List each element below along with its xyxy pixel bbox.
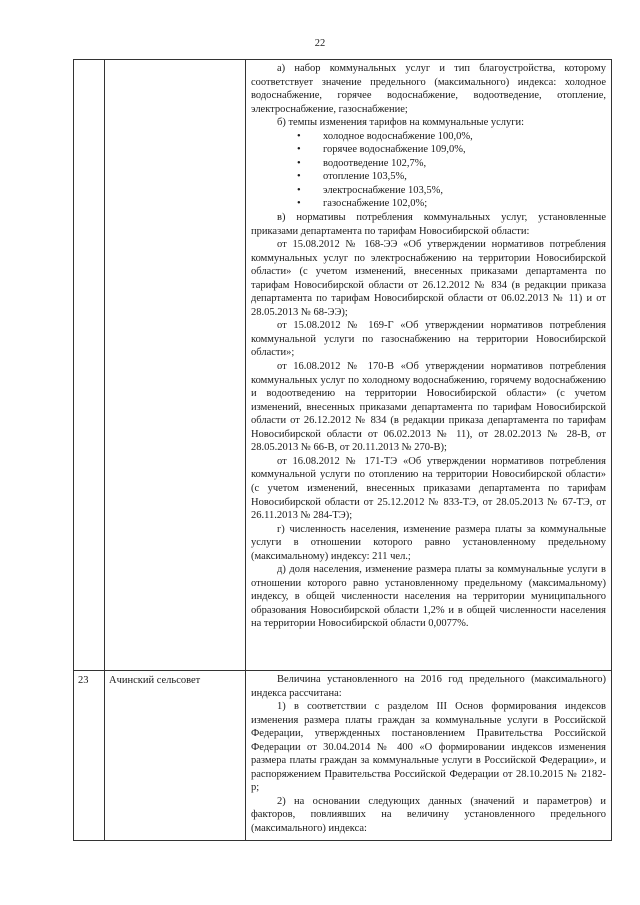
paragraph-d: д) доля населения, изменение размера платы за коммунальные услуги в отношении которого равно установленному предельному (максимальному) индексу, в общей численности населения на территории муниципального образования Новосибирской области 1,2% и в общей численности населения на территории Новосибирской области 0,0077%. — [251, 564, 606, 630]
municipality-name: Ачинский сельсовет — [109, 675, 201, 686]
document-table — [73, 59, 612, 841]
index-item-2: 2) на основании следующих данных (значений и параметров) и факторов, повлиявших на величину установленного предельного (максимального) индекса: — [251, 795, 606, 835]
row-number-cell — [74, 671, 105, 841]
tariff-list — [251, 130, 606, 211]
table-row — [74, 60, 612, 671]
list-item: • отопление 103,5%, — [251, 170, 606, 184]
index-intro: Величина установленного на 2016 год предельного (максимального) индекса рассчитана: — [251, 674, 606, 699]
paragraph-b: б) темпы изменения тарифов на коммунальные услуги: — [277, 117, 525, 129]
list-item: • горячее водоснабжение 109,0%, — [251, 143, 606, 157]
list-item: • электроснабжение 103,5%, — [251, 184, 606, 198]
row-number: 23 — [78, 675, 89, 686]
description-cell — [246, 671, 612, 841]
list-item: • холодное водоснабжение 100,0%, — [251, 130, 606, 144]
list-item: • газоснабжение 102,0%; — [251, 197, 606, 211]
order-water: от 16.08.2012 № 170-В «Об утверждении нормативов потребления коммунальных услуг по холодному водоснабжению, горячему водоснабжению и водоотведению на территории Новосибирской области» (с учетом изменений, внесенных приказами департамента по тарифам Новосибирской области от 26.12.2012 № 834 (в редакции приказа департамента по тарифам Новосибирской области от 06.02.2013 № 11), от 28.02.2013 № 28-В, от 28.05.2013 № 66-В, от 20.11.2013 № 270-В); — [251, 361, 606, 454]
paragraph-a: а) набор коммунальных услуг и тип благоустройства, которому соответствует значение предельного (максимального) индекса: холодное водоснабжение, горячее водоснабжение, водоотведение, отопление, электроснабжение, газоснабжение; — [251, 63, 606, 115]
order-electricity: от 15.08.2012 № 168-ЭЭ «Об утверждении нормативов потребления коммунальных услуг по электроснабжению на территории Новосибирской области» (с учетом изменений, внесенных приказами департамента по тарифам Новосибирской области от 26.12.2012 № 834 (в редакции приказа департамента по тарифам Новосибирской области от 06.02.2013 № 11) и от 28.05.2013 № 68-ЭЭ); — [251, 239, 606, 318]
page-number: 22 — [314, 38, 326, 49]
order-heating: от 16.08.2012 № 171-ТЭ «Об утверждении нормативов потребления коммунальной услуги по отоплению на территории Новосибирской области» (с учетом изменений, внесенных приказами департамента по тарифам Новосибирской области от 25.12.2012 № 833-ТЭ, от 28.05.2013 № 67-ТЭ, от 26.11.2013 № 284-ТЭ); — [251, 455, 606, 522]
list-item: • водоотведение 102,7%, — [251, 157, 606, 171]
order-gas: от 15.08.2012 № 169-Г «Об утверждении нормативов потребления коммунальной услуги по газоснабжению на территории Новосибирской области»; — [251, 320, 606, 359]
index-item-1: 1) в соответствии с разделом III Основ формирования индексов изменения размера платы граждан за коммунальные услуги в Российской Федерации, утвержденных постановлением Правительства Российской Федерации от 30.04.2014 № 400 «О формировании индексов изменения размера платы граждан за коммунальные услуги в Российской Федерации», и распоряжением Правительства Российской Федерации от 28.10.2015 № 2182-р; — [251, 701, 606, 794]
table-row — [74, 671, 612, 841]
municipality-name-cell — [105, 60, 246, 671]
description-cell — [246, 60, 612, 671]
municipality-name-cell — [105, 671, 246, 841]
paragraph-v: в) нормативы потребления коммунальных услуг, установленные приказами департамента по тарифам Новосибирской области: — [251, 212, 606, 237]
row-number-cell — [74, 60, 105, 671]
paragraph-g: г) численность населения, изменение размера платы за коммунальные услуги в отношении которого равно установленному предельному (максимальному) индексу: 211 чел.; — [251, 523, 606, 562]
